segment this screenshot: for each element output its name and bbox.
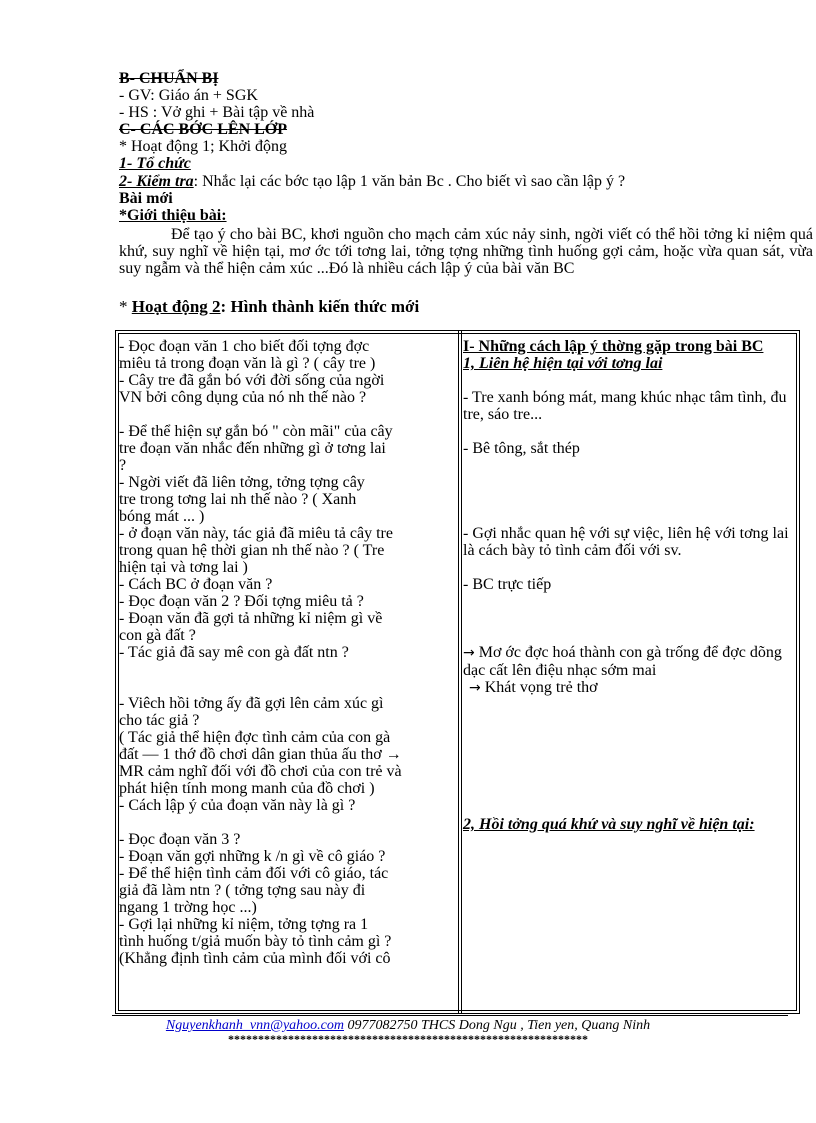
left-line: tre đoạn văn nhắc đến những gì ở tơng lai [119, 440, 386, 457]
idea-item: - BC trực tiếp [463, 576, 552, 593]
left-line: - Để thể hiện tình cảm đối với cô giáo, tác [119, 865, 389, 882]
left-line: con gà đất ? [119, 627, 196, 644]
idea-item: - Bê tông, sắt thép [463, 440, 580, 457]
author-email-link[interactable]: Nguyenkhanh_vnn@yahoo.com [165, 1018, 345, 1033]
arrow-right-icon: → [469, 680, 481, 696]
new-lesson-heading: Bài mới [119, 190, 173, 207]
left-line: - Ngời viết đã liên tởng, tởng tợng cây [119, 474, 365, 491]
left-line: tre trong tơng lai nh thế nào ? ( Xanh [119, 491, 357, 508]
check-text: : Nhắc lại các bớc tạo lập 1 văn bản Bc . Cho biết vì sao cần lập ý ? [193, 173, 626, 190]
left-line: miêu tả trong đoạn văn là gì ? ( cây tre ) [119, 355, 376, 372]
left-line: - Đoạn văn đã gợi tả những kỉ niệm gì về [119, 610, 383, 627]
left-line: VN bởi công dụng của nó nh thế nào ? [119, 389, 367, 406]
ideas-heading: I- Những cách lập ý thờng gặp trong bài BC [463, 338, 764, 355]
left-line: - ở đoạn văn này, tác giả đã miêu tả cây tre [119, 525, 393, 542]
student-prep-line: - HS : Vở ghi + Bài tập về nhà [119, 104, 315, 121]
left-line: MR cảm nghĩ đối với đồ chơi của con trẻ và [119, 763, 402, 780]
left-line [119, 406, 445, 423]
activity1-line: * Hoạt động 1; Khởi động [119, 138, 288, 155]
activity2-label: Hoạt động 2 [131, 297, 221, 316]
left-line: - Đọc đoạn văn 3 ? [119, 831, 241, 848]
left-line: (Khẳng định tình cảm của mình đối với cô [119, 950, 391, 967]
subheading-present-future: 1, Liên hệ hiện tại với tơng lai [463, 355, 663, 372]
left-line: - Viêch hồi tởng ấy đã gợi lên cảm xúc gì [119, 695, 384, 712]
subheading-past-present: 2, Hồi tởng quá khứ và suy nghĩ về hiện tại: [463, 816, 755, 833]
activity2-text: : Hình thành kiến thức mới [220, 297, 420, 316]
teacher-questions-column [119, 338, 445, 967]
left-line: bóng mát ... ) [119, 508, 205, 525]
arrow-right-icon: → [463, 645, 475, 661]
left-line [119, 814, 445, 831]
footer-info: 0977082750 THCS Dong Ngu , Tien yen, Quang Ninh [344, 1018, 651, 1033]
left-line: - Gợi lại những kỉ niệm, tởng tợng ra 1 [119, 916, 369, 933]
intro-label: *Giới thiệu bài: [119, 207, 227, 224]
left-line: phát hiện tính mong manh của đồ chơi ) [119, 780, 375, 797]
left-line [119, 678, 445, 695]
check-label: 2- Kiểm tra [119, 173, 194, 190]
left-line: trong quan hệ thời gian nh thế nào ? ( Tre [119, 542, 385, 559]
section-b-heading: B- CHUẨN BỊ [119, 70, 219, 87]
left-line: - Đoạn văn gợi những k /n gì về cô giáo ? [119, 848, 386, 865]
left-line: - Đọc đoạn văn 1 cho biết đối tợng đợc [119, 338, 370, 355]
activity2-prefix: * [119, 297, 132, 316]
left-line: - Để thể hiện sự gắn bó " còn mãi" của cây [119, 423, 393, 440]
left-line: ngang 1 trờng học ...) [119, 899, 257, 916]
left-line: cho tác giả ? [119, 712, 200, 729]
idea-item: → Mơ ớc đợc hoá thành con gà trống để đợc dõng dạc cất lên điệu nhạc sớm mai [463, 644, 782, 679]
idea-item: → Khát vọng trẻ thơ [469, 679, 598, 696]
left-line: tình huống t/giả muốn bày tỏ tình cảm gì ? [119, 933, 392, 950]
left-line: ? [119, 457, 127, 474]
footer-stars: ************************************************************ [228, 1032, 588, 1046]
section-c-heading: C- CÁC BỚC LÊN LỚP [119, 121, 288, 138]
knowledge-column [463, 338, 793, 833]
left-line: - Cách lập ý của đoạn văn này là gì ? [119, 797, 356, 814]
idea-item: - Tre xanh bóng mát, mang khúc nhạc tâm tình, đu tre, sáo tre... [463, 389, 787, 423]
table-column-divider [458, 331, 462, 1013]
left-line: giả đã làm ntn ? ( tởng tợng sau này đi [119, 882, 366, 899]
left-line: - Tác giả đã say mê con gà đất ntn ? [119, 644, 349, 661]
left-line: ( Tác giả thể hiện đợc tình cảm của con gà [119, 729, 391, 746]
left-line: hiện tại và tơng lai ) [119, 559, 248, 576]
left-line [119, 661, 445, 678]
teacher-prep-line: - GV: Giáo án + SGK [119, 87, 258, 104]
left-line: - Cây tre đã gắn bó với đời sống của ngời [119, 372, 385, 389]
check-line [119, 173, 625, 190]
organization-label: 1- Tổ chức [119, 155, 191, 172]
left-line: đất — 1 thớ đồ chơi dân gian thủa ấu thơ → [119, 746, 402, 763]
footer-divider [112, 1015, 788, 1016]
activity2-line [119, 298, 419, 315]
left-line: - Đọc đoạn văn 2 ? Đối tợng miêu tả ? [119, 593, 364, 610]
left-line: - Cách BC ở đoạn văn ? [119, 576, 273, 593]
idea-item: - Gợi nhắc quan hệ với sự việc, liên hệ với tơng lai là cách bày tỏ tình cảm đối với sv. [463, 525, 789, 559]
intro-paragraph: Để tạo ý cho bài BC, khơi nguồn cho mạch cảm xúc nảy sinh, ngời viết có thể hồi tởng kỉ niệm quá khứ, suy nghĩ về hiện tại, mơ ớc tới tơng lai, tởng tợng những tình huống gợi cảm, hoặc vừa quan sát, vừa suy ngẫm và thể hiện cảm xúc ...Đó là nhiều cách lập ý của bài văn BC [119, 226, 813, 277]
